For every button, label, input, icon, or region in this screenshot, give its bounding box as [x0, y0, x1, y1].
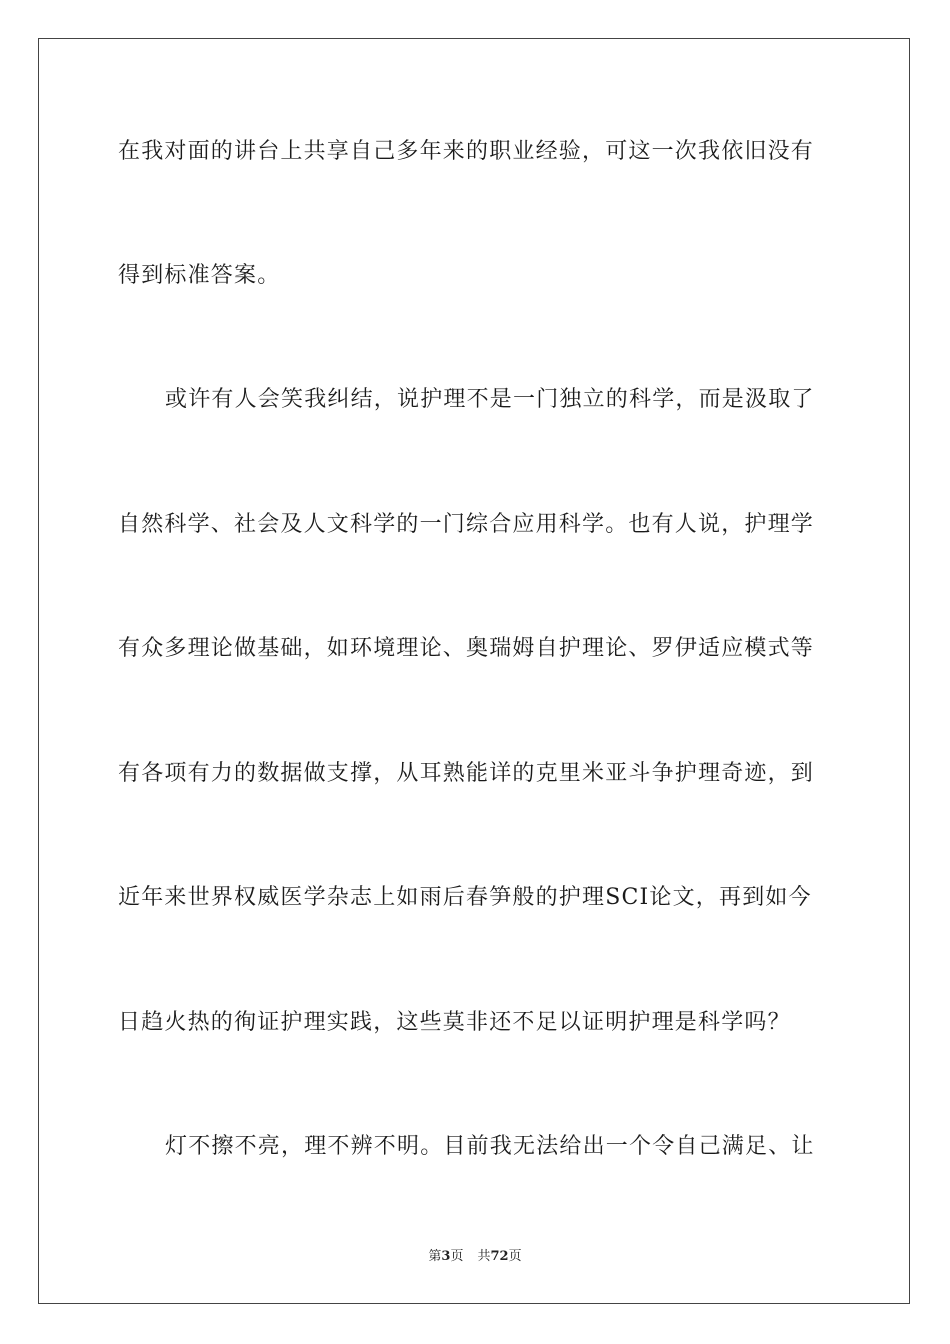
text-line: 在我对面的讲台上共享自己多年来的职业经验，可这一次我依旧没有: [118, 139, 815, 164]
text-line: 近年来世界权威医学杂志上如雨后春笋般的护理SCI论文，再到如今: [118, 885, 812, 910]
text-line: 日趋火热的徇证护理实践，这些莫非还不足以证明护理是科学吗？: [118, 1010, 791, 1035]
text-line: 得到标准答案。: [118, 263, 281, 288]
paragraph-first-line: 或许有人会笑我纠结，说护理不是一门独立的科学，而是汲取了: [165, 387, 815, 412]
paragraph-first-line: 灯不擦不亮，理不辨不明。目前我无法给出一个令自己满足、让: [165, 1134, 815, 1159]
text-line: 自然科学、社会及人文科学的一门综合应用科学。也有人说，护理学: [118, 512, 815, 537]
text-line: 有众多理论做基础，如环境理论、奥瑞姆自护理论、罗伊适应模式等: [118, 636, 815, 661]
total-label-suffix: 页: [508, 1249, 522, 1264]
total-label-prefix: 共: [477, 1249, 491, 1264]
page-border: [38, 38, 910, 1304]
page-number: 3: [441, 1249, 451, 1264]
page-label-suffix: 页: [450, 1249, 464, 1264]
page-footer: [0, 1248, 950, 1266]
text-line: 有各项有力的数据做支撑，从耳熟能详的克里米亚斗争护理奇迹，到: [118, 761, 815, 786]
total-pages: 72: [490, 1249, 509, 1264]
page-label-prefix: 第: [428, 1249, 442, 1264]
